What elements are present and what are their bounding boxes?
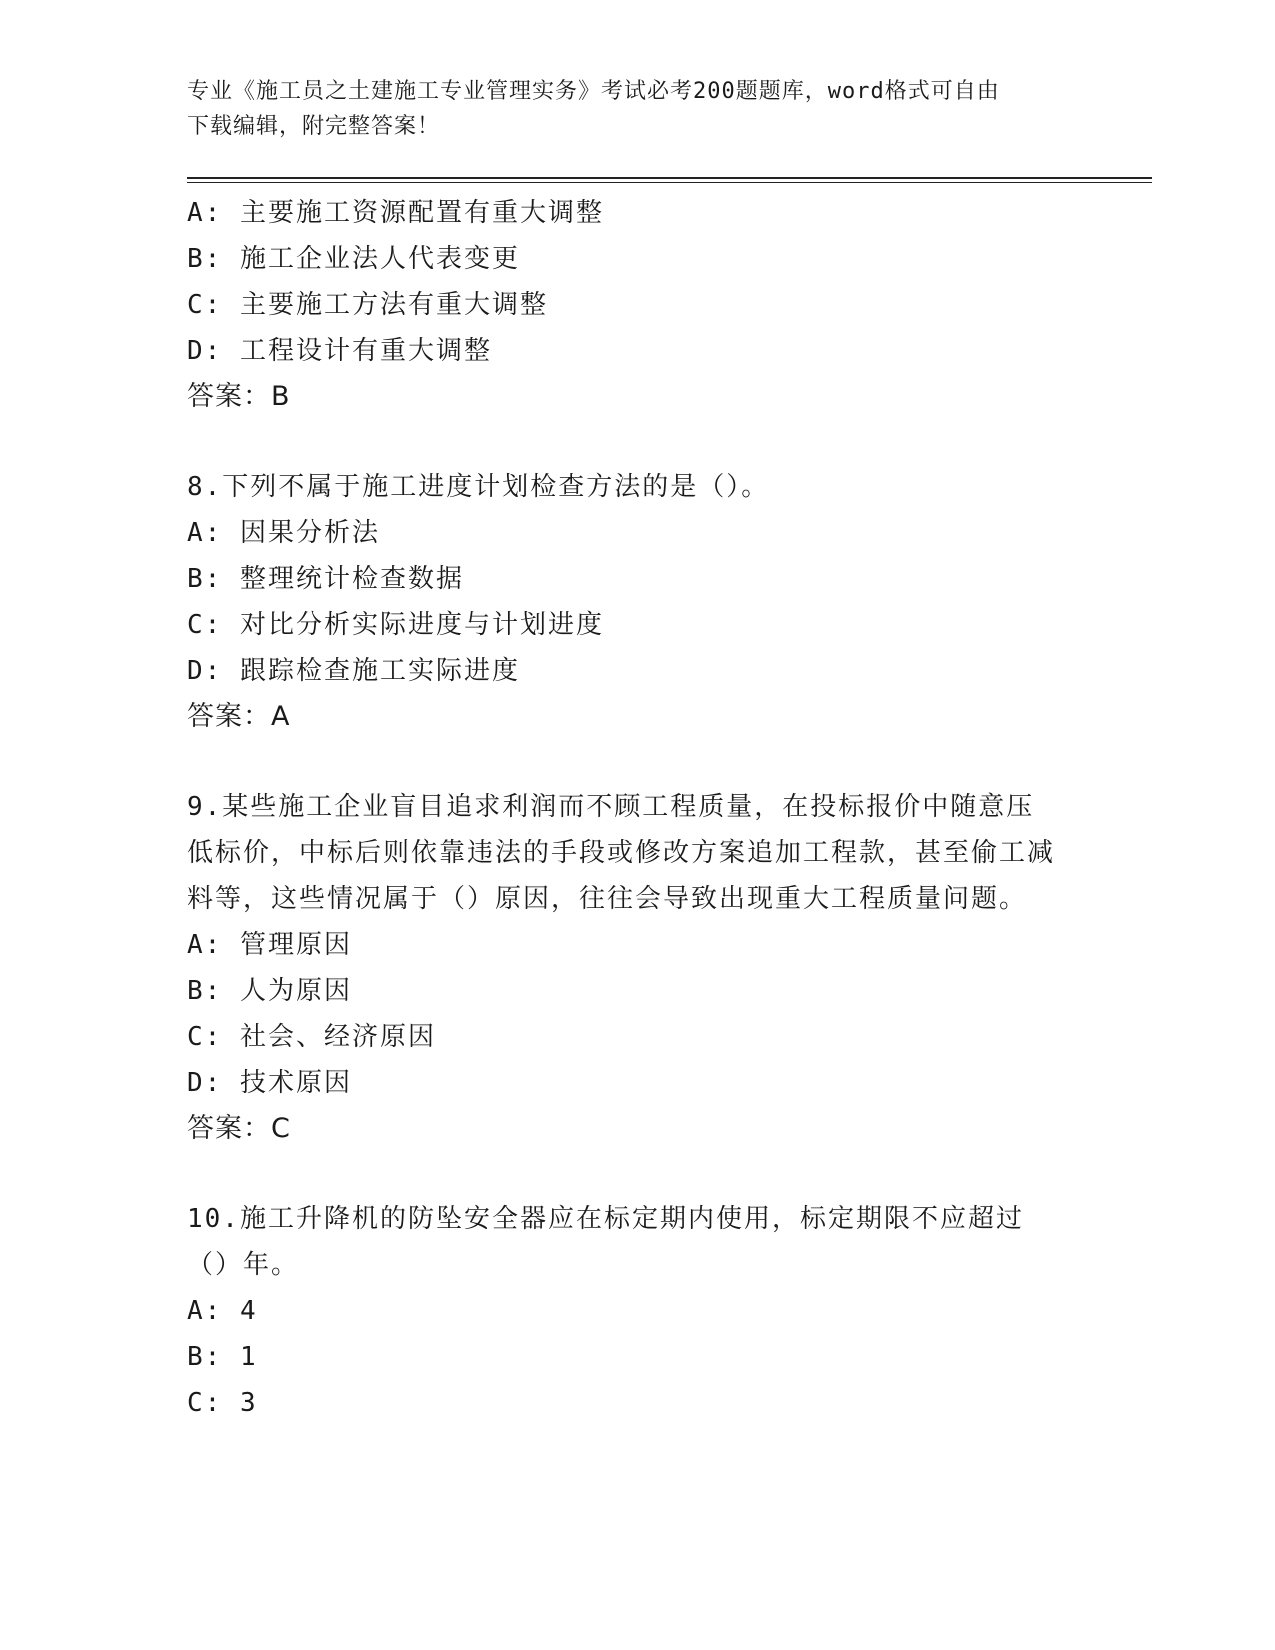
option-c: C: 社会、经济原因 bbox=[187, 1022, 436, 1052]
header-divider-thick bbox=[187, 177, 1152, 179]
question-stem: 10.施工升降机的防坠安全器应在标定期内使用，标定期限不应超过（）年。 bbox=[187, 1204, 1024, 1280]
question-block-10 bbox=[187, 1196, 1077, 1426]
question-block-prev bbox=[187, 190, 1077, 420]
option-d: D: 跟踪检查施工实际进度 bbox=[187, 656, 520, 686]
option-d: D: 工程设计有重大调整 bbox=[187, 336, 492, 366]
option-a: A: 4 bbox=[187, 1296, 258, 1326]
option-d: D: 技术原因 bbox=[187, 1068, 352, 1098]
question-block-9 bbox=[187, 784, 1077, 1152]
answer-label: 答案： bbox=[187, 381, 271, 412]
answer-line bbox=[187, 694, 1077, 740]
option-c: C: 对比分析实际进度与计划进度 bbox=[187, 610, 604, 640]
header-divider-thin bbox=[187, 182, 1152, 183]
option-c: C: 3 bbox=[187, 1388, 258, 1418]
question-stem: 8.下列不属于施工进度计划检查方法的是（）。 bbox=[187, 472, 770, 502]
answer-line bbox=[187, 1106, 1077, 1152]
option-a: A: 因果分析法 bbox=[187, 518, 380, 548]
header-line-2: 下载编辑，附完整答案！ bbox=[187, 114, 441, 139]
option-b: B: 人为原因 bbox=[187, 976, 352, 1006]
option-b: B: 整理统计检查数据 bbox=[187, 564, 464, 594]
header-line-1: 专业《施工员之土建施工专业管理实务》考试必考200题题库，word格式可自由 bbox=[187, 79, 1000, 104]
answer-value: A bbox=[271, 701, 291, 732]
document-header bbox=[187, 74, 1087, 144]
question-block-8 bbox=[187, 464, 1077, 740]
question-stem: 9.某些施工企业盲目追求利润而不顾工程质量，在投标报价中随意压低标价，中标后则依靠违法的手段或修改方案追加工程款，甚至偷工减料等，这些情况属于（）原因，往往会导致出现重大工程质量问题。 bbox=[187, 792, 1056, 914]
option-a: A: 管理原因 bbox=[187, 930, 352, 960]
option-c: C: 主要施工方法有重大调整 bbox=[187, 290, 548, 320]
answer-label: 答案： bbox=[187, 1113, 271, 1144]
question-list bbox=[187, 190, 1077, 1426]
answer-value: B bbox=[271, 381, 291, 412]
option-b: B: 1 bbox=[187, 1342, 258, 1372]
answer-label: 答案： bbox=[187, 701, 271, 732]
answer-value: C bbox=[271, 1113, 291, 1144]
option-a: A: 主要施工资源配置有重大调整 bbox=[187, 198, 604, 228]
option-b: B: 施工企业法人代表变更 bbox=[187, 244, 520, 274]
answer-line bbox=[187, 374, 1077, 420]
